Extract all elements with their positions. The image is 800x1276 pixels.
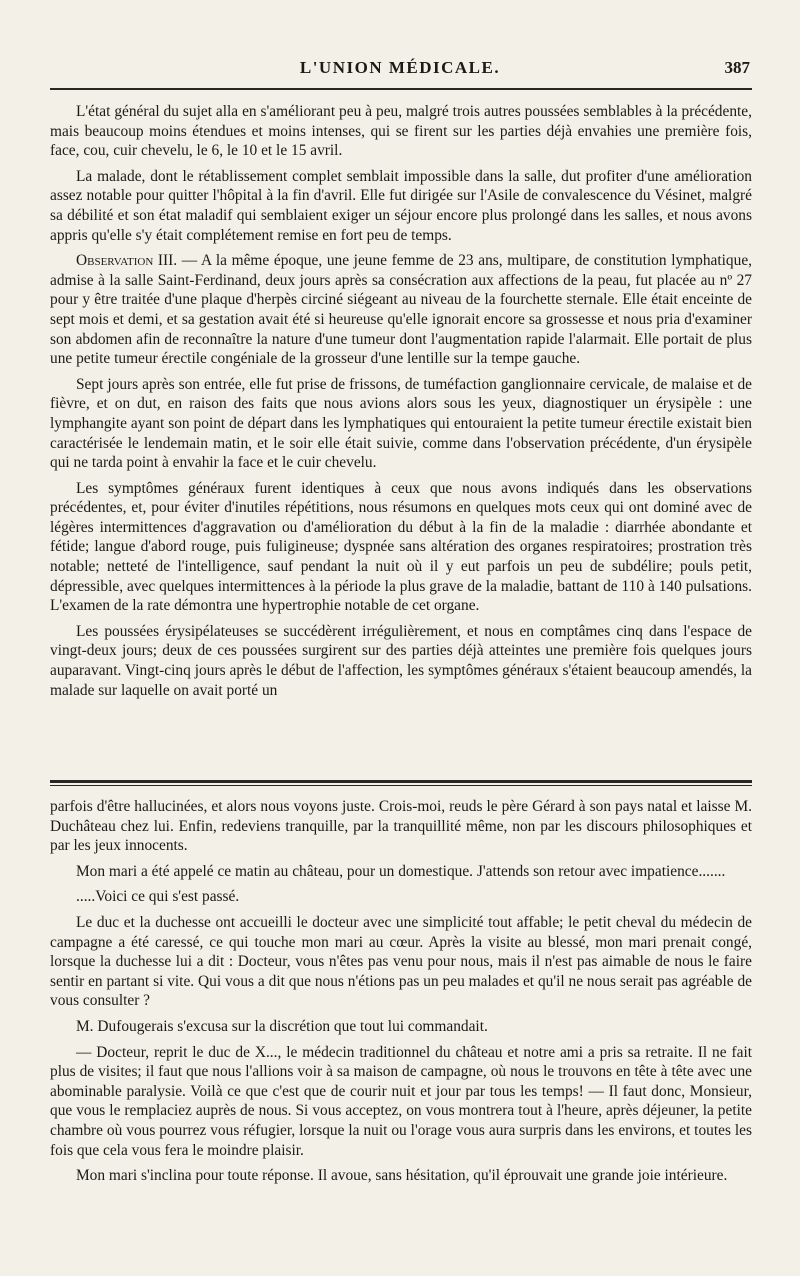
paragraph: Les symptômes généraux furent identiques à ceux que nous avons indiqués dans les observations précédentes, et, pour éviter d'inutiles répétitions, nous résumons en quelques mots ceux qui ont dominé avec de légères intermittences d'aggravation ou d'amélioration du début à la fin de la maladie : diarrhée abondante et fétide; langue d'abord rouge, puis fuligineuse; dyspnée sans altération des organes respiratoires; prostration très notable; netteté de l'intelligence, sauf pendant la nuit où il y eut parfois un peu de subdélire; pouls petit, dépressible, avec quelques intermittences à la période la plus grave de la maladie, battant de 110 à 140 pulsations. L'examen de la rate démontra une hypertrophie notable de cet organe. (50, 479, 752, 615)
running-header (50, 58, 750, 82)
paragraph: Mon mari a été appelé ce matin au château, pour un domestique. J'attends son retour avec impatience....... (76, 862, 726, 880)
paragraph: Mon mari s'inclina pour toute réponse. Il avoue, sans hésitation, qu'il éprouvait une grande joie intérieure. (76, 1167, 728, 1185)
paragraph: .....Voici ce qui s'est passé. (76, 888, 240, 906)
paragraph: Les poussées érysipélateuses se succédèrent irrégulièrement, et nous en comptâmes cinq dans l'espace de vingt-deux jours; deux de ces poussées surgirent sur des parties déjà atteintes une première fois quelques jours auparavant. Vingt-cinq jours après le début de l'affection, les symptômes généraux s'étaient beaucoup amendés, la malade sur laquelle on avait porté un (50, 622, 752, 699)
paragraph: Sept jours après son entrée, elle fut prise de frissons, de tuméfaction ganglionnaire cervicale, de malaise et de fièvre, et on dut, en raison des faits que nous avions alors sous les yeux, diagnostiquer un érysipèle : une lymphangite ayant son point de départ dans les lymphatiques qui entouraient la petite tumeur érectile existait bien caractérisée le lendemain matin, et le soir elle était suivie, comme dans l'observation précédente, d'un érysipèle qui ne tarda point à envahir la face et le cuir chevelu. (50, 375, 752, 472)
paragraph: L'état général du sujet alla en s'améliorant peu à peu, malgré trois autres poussées semblables à la précédente, mais beaucoup moins étendues et moins intenses, qui se firent sur les parties déjà envahies une première fois, face, cou, cuir chevelu, le 6, le 10 et le 15 avril. (50, 103, 752, 160)
observation-label: Observation III. (76, 252, 178, 270)
header-rule (50, 88, 752, 90)
observation-paragraph (50, 251, 752, 369)
page-number: 387 (724, 58, 750, 77)
journal-title: L'UNION MÉDICALE. (299, 58, 501, 77)
feuilleton-section (50, 797, 752, 1192)
paragraph: parfois d'être hallucinées, et alors nous voyons juste. Crois-moi, reuds le père Gérard à son pays natal et laisse M. Duchâteau chez lui. Enfin, redeviens tranquille, par la tranquillité même, non par les discours philosophiques et par les jeux innocents. (50, 798, 752, 855)
feuilleton-separator-thin (50, 785, 752, 786)
paragraph: La malade, dont le rétablissement complet semblait impossible dans la salle, dut profiter d'une amélioration assez notable pour quitter l'hôpital à la fin d'avril. Elle fut dirigée sur l'Asile de convalescence du Vésinet, malgré sa débilité et son état maladif qui semblaient exiger un séjour encore plus prolongé dans les salles, et nous avons appris qu'elle s'y était complétement remise en fort peu de temps. (50, 167, 752, 244)
observation-text: — A la même époque, une jeune femme de 23 ans, multipare, de constitution lymphatique, admise à la salle Saint-Ferdinand, deux jours après sa consécration aux affections de la peau, fut placée au nº 27 pour y être traitée d'une plaque d'herpès circiné siégeant au niveau de la fourchette sternale. Elle était enceinte de sept mois et demi, et sa gestation avait été si heureuse qu'elle ignorait encore sa grossesse et nous pria d'examiner son abdomen afin de reconnaître la nature d'une tumeur dont l'augmentation rapide l'alarmait. Elle portait de plus une petite tumeur érectile congéniale de la grosseur d'une lentille sur la tempe gauche. (50, 252, 752, 368)
feuilleton-separator (50, 780, 752, 783)
paragraph: Le duc et la duchesse ont accueilli le docteur avec une simplicité tout affable; le petit cheval du médecin de campagne a été caressé, ce qui touche mon mari au cœur. Après la visite au blessé, mon mari prenait congé, lorsque la duchesse lui a dit : Docteur, vous n'êtes pas venu pour nous, mais il n'est pas aimable de nous le faire sentir en partant si vite. Qui vous a dit que nous n'étions pas un peu malades et qu'il ne nous serait pas agréable de vous consulter ? (50, 913, 752, 1010)
paragraph: M. Dufougerais s'excusa sur la discrétion que tout lui commandait. (76, 1017, 488, 1035)
main-article (50, 102, 752, 706)
paragraph: — Docteur, reprit le duc de X..., le médecin traditionnel du château et notre ami a pris sa retraite. Il ne fait plus de visites; il faut que nous l'allions voir à sa maison de campagne, où nous le trouvons en tête à tête avec une abominable paralysie. Voilà ce que c'est que de courir nuit et jour par tous les temps! — Il faut donc, Monsieur, que vous le remplaciez auprès de nous. Si vous acceptez, on vous montrera tout à l'heure, après déjeuner, la petite chambre où vous pourrez vous réfugier, lorsque la nuit ou l'orage vous aura surpris dans les environs, et toutes les fois que cela vous fera le moindre plaisir. (50, 1043, 752, 1159)
